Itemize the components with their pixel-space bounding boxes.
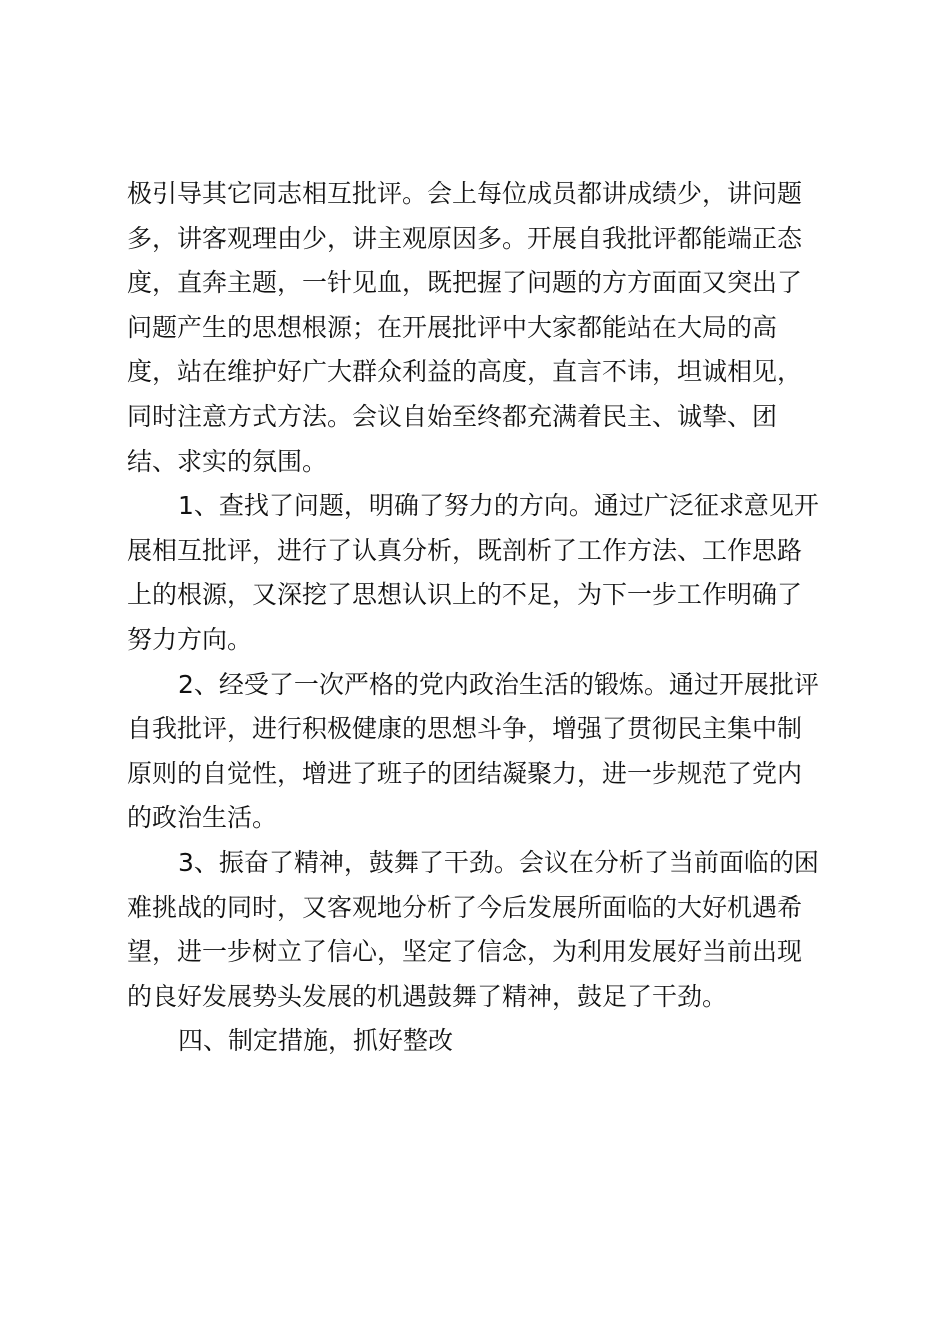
paragraph-line: 上的根源，又深挖了思想认识上的不足，为下一步工作明确了: [127, 580, 803, 610]
paragraph-line: 问题产生的思想根源；在开展批评中大家都能站在大局的高: [127, 312, 778, 342]
paragraph-line: 难挑战的同时，又客观地分析了今后发展所面临的大好机遇希: [127, 892, 803, 922]
paragraph-line: 多，讲客观理由少，讲主观原因多。开展自我批评都能端正态: [127, 223, 803, 253]
paragraph-line: 望，进一步树立了信心，坚定了信念，为利用发展好当前出现: [127, 937, 803, 967]
paragraph-line: 的政治生活。: [127, 803, 278, 833]
document-body: [127, 172, 847, 1064]
paragraph-line: 极引导其它同志相互批评。会上每位成员都讲成绩少，讲问题: [127, 179, 803, 208]
section-heading: 四、制定措施，抓好整改: [178, 1026, 454, 1056]
paragraph-line: 度，直奔主题，一针见血，既把握了问题的方方面面又突出了: [127, 268, 803, 298]
paragraph-line: 结、求实的氛围。: [127, 446, 328, 476]
paragraph-line: 度，站在维护好广大群众利益的高度，直言不讳，坦诚相见，: [127, 357, 803, 387]
paragraph-line: 的良好发展势头发展的机遇鼓舞了精神，鼓足了干劲。: [127, 981, 728, 1011]
paragraph-line: 努力方向。: [127, 624, 253, 654]
section-1-first-line: 1、查找了问题，明确了努力的方向。通过广泛征求意见开: [178, 491, 819, 521]
section-3-first-line: 3、振奋了精神，鼓舞了干劲。会议在分析了当前面临的困: [178, 847, 819, 877]
paragraph-line: 原则的自觉性，增进了班子的团结凝聚力，进一步规范了党内: [127, 758, 803, 788]
paragraph-line: 展相互批评，进行了认真分析，既剖析了工作方法、工作思路: [127, 535, 803, 565]
section-2-first-line: 2、经受了一次严格的党内政治生活的锻炼。通过开展批评: [178, 669, 819, 699]
paragraph-line: 自我批评，进行积极健康的思想斗争，增强了贯彻民主集中制: [127, 714, 803, 744]
paragraph-line: 同时注意方式方法。会议自始至终都充满着民主、诚挚、团: [127, 401, 778, 431]
